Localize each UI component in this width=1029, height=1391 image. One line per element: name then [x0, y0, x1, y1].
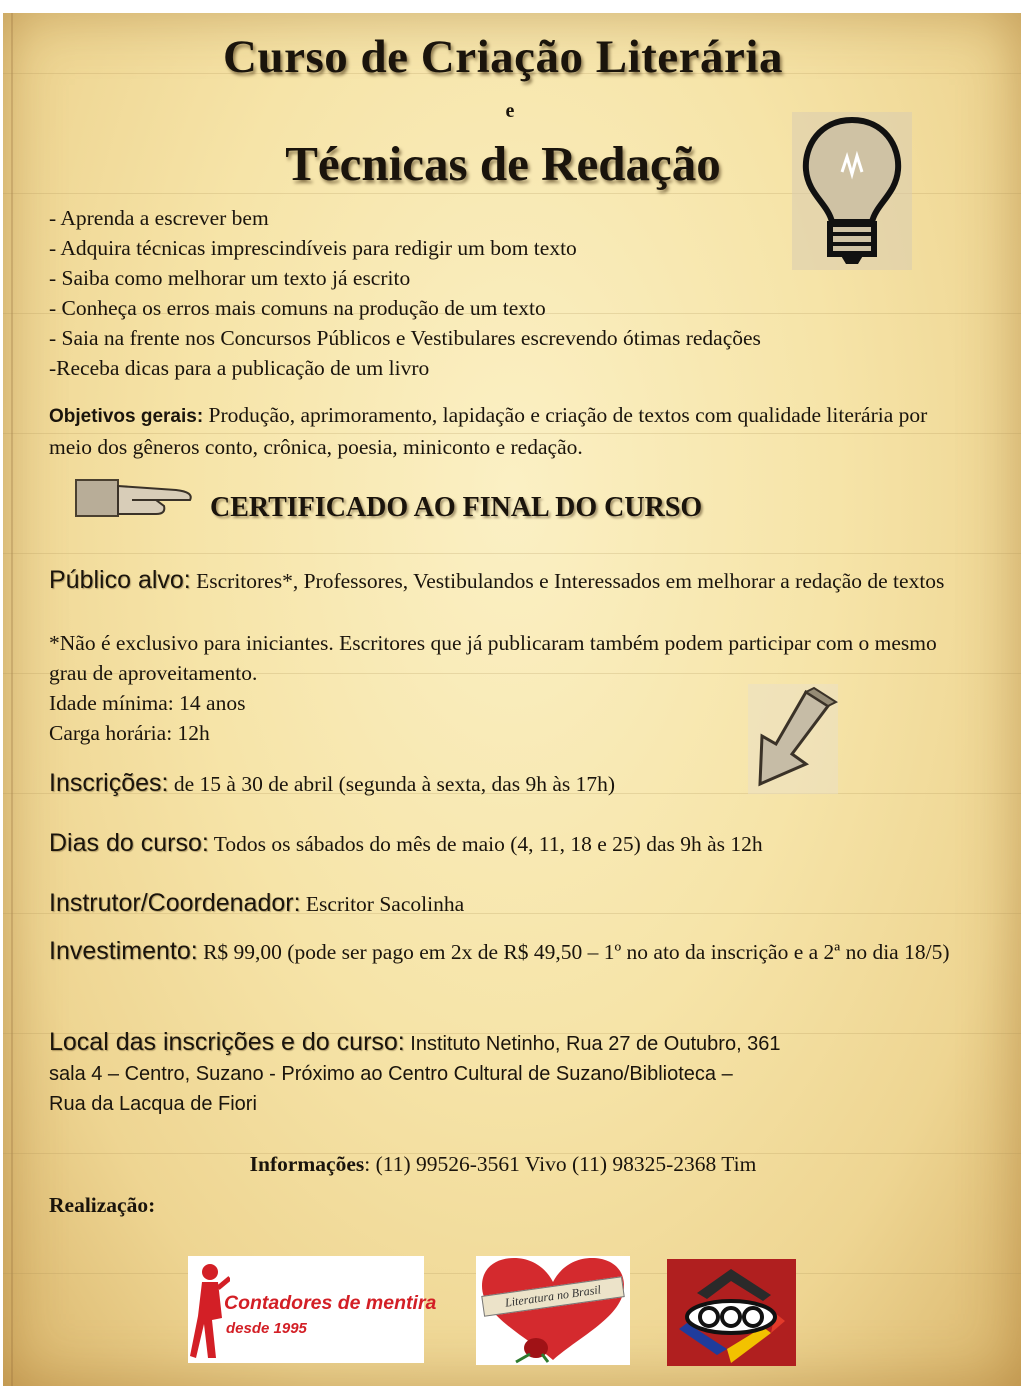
list-item: - Aprenda a escrever bem: [49, 206, 269, 230]
realizacao-label: Realização:: [49, 1193, 156, 1217]
inscricoes-paragraph: [49, 768, 969, 799]
instrutor-paragraph: [49, 888, 969, 919]
publico-text: Escritores*, Professores, Vestibulandos e Interessados em melhorar a redação de textos: [190, 569, 945, 593]
publico-paragraph: [49, 565, 969, 596]
local-line-1: Instituto Netinho, Rua 27 de Outubro, 361: [404, 1033, 781, 1055]
publico-label: Público alvo:: [49, 566, 191, 594]
objetivos-label: Objetivos gerais:: [49, 406, 204, 427]
informacoes-label: Informações: [249, 1152, 365, 1176]
contadores-name: Contadores de mentira: [224, 1292, 437, 1314]
lightbulb-icon: [792, 112, 912, 270]
list-item: -Receba dicas para a publicação de um livro: [49, 356, 430, 380]
inscricoes-label: Inscrições:: [49, 769, 169, 797]
instrutor-label: Instrutor/Coordenador:: [49, 889, 301, 917]
investimento-paragraph: [49, 936, 969, 967]
objetivos-text: Produção, aprimoramento, lapidação e criação de textos com qualidade literária por meio dos gêneros conto, crônica, poesia, miniconto e redação.: [49, 403, 928, 459]
dias-paragraph: [49, 828, 969, 859]
publico-note: *Não é exclusivo para iniciantes. Escritores que já publicaram também podem participar com o mesmo grau de aproveitamento.: [49, 631, 937, 685]
local-label: Local das inscrições e do curso:: [49, 1028, 405, 1056]
list-item: - Conheça os erros mais comuns na produção de um texto: [49, 296, 546, 320]
idade-minima: Idade mínima: 14 anos: [49, 691, 246, 715]
contadores-logo: [188, 1256, 437, 1363]
instrutor-text: Escritor Sacolinha: [300, 892, 465, 916]
investimento-label: Investimento:: [49, 937, 198, 965]
title-line-1: Curso de Criação Literária: [223, 31, 783, 83]
literatura-banner: Literatura no Brasil: [481, 1276, 625, 1317]
objetivos-paragraph: [49, 400, 969, 462]
dias-label: Dias do curso:: [49, 829, 209, 857]
title-line-2: Técnicas de Redação: [285, 136, 721, 191]
inscricoes-text: de 15 à 30 de abril (segunda à sexta, das 9h às 17h): [168, 772, 616, 796]
title-connector: e: [505, 100, 515, 122]
local-line-3: Rua da Lacqua de Fiori: [49, 1093, 257, 1115]
benefits-list: [49, 203, 761, 383]
list-item: - Saiba como melhorar um texto já escrito: [49, 266, 411, 290]
pointing-hand-icon: [72, 474, 198, 524]
local-paragraph: [49, 1027, 969, 1119]
literatura-logo: [476, 1256, 630, 1365]
list-item: - Saia na frente nos Concursos Públicos e Vestibulares escrevendo ótimas redações: [49, 326, 761, 350]
list-item: - Adquira técnicas imprescindíveis para redigir um bom texto: [49, 236, 577, 260]
local-line-2: sala 4 – Centro, Suzano - Próximo ao Centro Cultural de Suzano/Biblioteca –: [49, 1063, 733, 1085]
informacoes-line: [0, 1152, 1006, 1177]
informacoes-text: : (11) 99526-3561 Vivo (11) 98325-2368 Tim: [364, 1152, 757, 1176]
dias-text: Todos os sábados do mês de maio (4, 11, 18 e 25) das 9h às 12h: [208, 832, 763, 856]
investimento-text: R$ 99,00 (pode ser pago em 2x de R$ 49,50 – 1º no ato da inscrição e a 2ª no dia 18/5): [197, 940, 950, 964]
emblem-logo: [667, 1259, 796, 1366]
carga-horaria: Carga horária: 12h: [49, 721, 210, 745]
contadores-since: desde 1995: [226, 1320, 307, 1337]
certificado-heading: CERTIFICADO AO FINAL DO CURSO: [210, 492, 703, 523]
